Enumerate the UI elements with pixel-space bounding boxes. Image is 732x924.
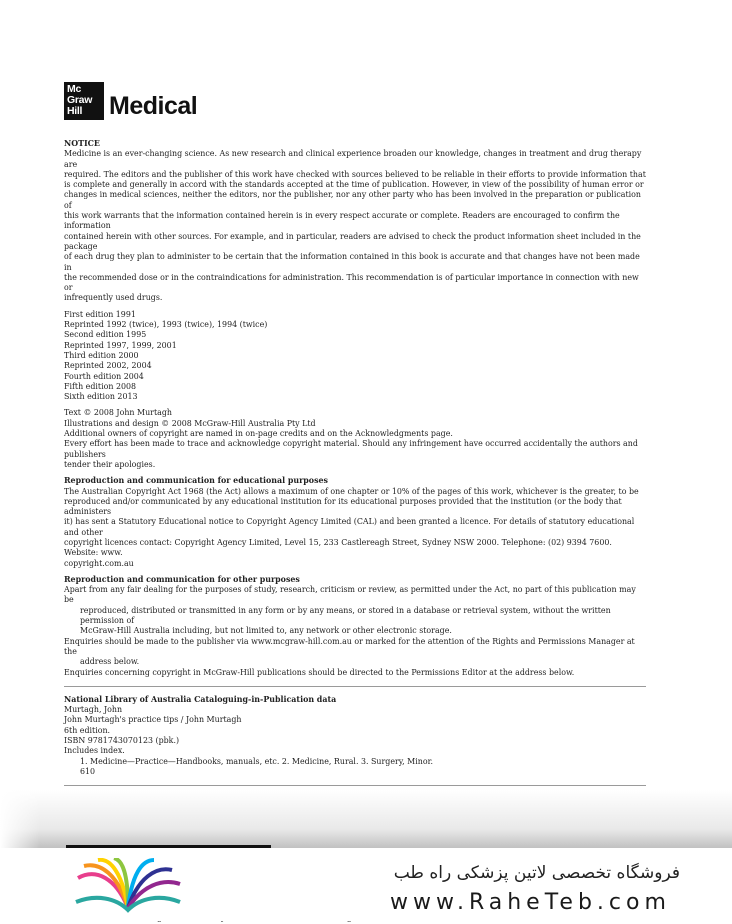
logo-line: Hill — [67, 105, 83, 117]
other-line: Enquiries concerning copyright in McGraw-Hill publications should be directed to the Permissions Editor at the address below. — [64, 667, 575, 677]
page-bottom-shadow — [0, 790, 732, 850]
educational-line: reproduced and/or communicated by any educational institution for its educational purposes provided that the institution (or the body that administers — [64, 496, 622, 517]
edition-line: Third edition 2000 — [64, 350, 139, 360]
copyright-line: Text © 2008 John Murtagh — [64, 408, 172, 418]
other-line: reproduced, distributed or transmitted in any form or by any means, or stored in a database or retrieval system, without the written permission of — [80, 605, 611, 626]
copyright-line: Additional owners of copyright are named in on-page credits and on the Acknowledgments page. — [64, 429, 453, 439]
notice-line: required. The editors and the publisher of this work have checked with sources believed to be reliable in their efforts to provide information that — [64, 169, 646, 179]
mcgraw-hill-medical-logo — [64, 82, 197, 120]
edition-line: Fourth edition 2004 — [64, 371, 144, 381]
logo-line: Mc — [67, 83, 81, 95]
cataloguing-line: Murtagh, John — [64, 705, 123, 715]
other-purposes-section — [64, 575, 646, 678]
notice-line: contained herein with other sources. For example, and in particular, readers are advised to check the product information sheet included in the package — [64, 231, 641, 251]
divider — [64, 686, 646, 687]
logo-line: Graw — [67, 94, 93, 106]
notice-line: the recommended dose or in the contraindications for administration. This recommendation is of particular importance in connection with new or — [64, 272, 639, 293]
edition-line: Sixth edition 2013 — [64, 392, 138, 402]
notice-line: infrequently used drugs. — [64, 293, 163, 303]
logo-word-medical: Medical — [109, 92, 198, 120]
edition-line: Fifth edition 2008 — [64, 381, 137, 391]
edition-line: Reprinted 2002, 2004 — [64, 361, 152, 371]
notice-line: is complete and generally in accord with the standards accepted at the time of publication. However, in view of the possibility of human error or — [64, 180, 644, 190]
educational-section — [64, 476, 646, 569]
cataloguing-class: 610 — [80, 766, 96, 776]
cataloguing-line: ISBN 9781743070123 (pbk.) — [64, 736, 180, 746]
cataloguing-line: Includes index. — [64, 746, 125, 756]
notice-line: this work warrants that the information contained herein is in every respect accurate or complete. Readers are encouraged to confirm the information — [64, 211, 620, 231]
notice-section — [64, 139, 646, 304]
other-line: address below. — [80, 657, 140, 667]
educational-line: it) has sent a Statutory Educational notice to Copyright Agency Limited (CAL) and been granted a licence. For details of statutory educational and other — [64, 517, 635, 537]
notice-line: of each drug they plan to administer to be certain that the information contained in this book is accurate and that changes have not been made in — [64, 252, 640, 272]
edition-line: Second edition 1995 — [64, 330, 147, 340]
copyright-line: Every effort has been made to trace and acknowledge copyright material. Should any infringement have occurred accidentally the authors and publishers — [64, 439, 638, 459]
educational-line: copyright licences contact: Copyright Agency Limited, Level 15, 233 Castlereagh Street, Sydney NSW 2000. Telephone: (02) 9394 7600. Website: www. — [64, 537, 612, 558]
edition-line: Reprinted 1992 (twice), 1993 (twice), 1994 (twice) — [64, 320, 268, 330]
open-book-logo-icon — [72, 858, 184, 918]
mcgraw-hill-logo-box — [64, 82, 104, 120]
notice-line: Medicine is an ever-changing science. As new research and clinical experience broaden our knowledge, changes in treatment and drug therapy are — [64, 149, 642, 169]
cataloguing-line: John Murtagh's practice tips / John Murtagh — [64, 715, 242, 725]
watermark-website: www.RaheTeb.com — [390, 890, 671, 915]
cataloguing-line: 6th edition. — [64, 725, 111, 735]
editions-list — [64, 310, 646, 403]
edition-line: First edition 1991 — [64, 309, 136, 319]
page-bottom-shadow-edge — [0, 790, 40, 850]
cataloguing-section — [64, 695, 646, 777]
other-purposes-heading: Reproduction and communication for other purposes — [64, 574, 300, 584]
other-line: McGraw-Hill Australia including, but not limited to, any network or other electronic storage. — [80, 626, 452, 636]
watermark-persian-text: فروشگاه تخصصی لاتین پزشکی راه طب — [393, 863, 680, 883]
educational-line: copyright.com.au — [64, 558, 134, 568]
educational-line: The Australian Copyright Act 1968 (the Act) allows a maximum of one chapter or 10% of the pages of this work, whichever is the greater, to be — [64, 486, 639, 496]
cataloguing-subjects: 1. Medicine—Practice—Handbooks, manuals, etc. 2. Medicine, Rural. 3. Surgery, Minor. — [80, 756, 434, 766]
educational-heading: Reproduction and communication for educational purposes — [64, 476, 328, 486]
copyright-line: Illustrations and design © 2008 McGraw-Hill Australia Pty Ltd — [64, 418, 316, 428]
other-line: Enquiries should be made to the publisher via www.mcgraw-hill.com.au or marked for the attention of the Rights and Permissions Manager at the — [64, 636, 635, 656]
other-line: Apart from any fair dealing for the purposes of study, research, criticism or review, as permitted under the Act, no part of this publication may be — [64, 585, 636, 605]
edition-line: Reprinted 1997, 1999, 2001 — [64, 340, 177, 350]
cataloguing-heading: National Library of Australia Cataloguing-in-Publication data — [64, 694, 337, 704]
notice-line: changes in medical sciences, neither the editors, nor the publisher, nor any other party who has been involved in the preparation or publication of — [64, 190, 642, 210]
notice-heading: NOTICE — [64, 139, 100, 148]
copyright-line: tender their apologies. — [64, 459, 156, 469]
divider — [64, 785, 646, 786]
copyright-statement — [64, 408, 646, 470]
